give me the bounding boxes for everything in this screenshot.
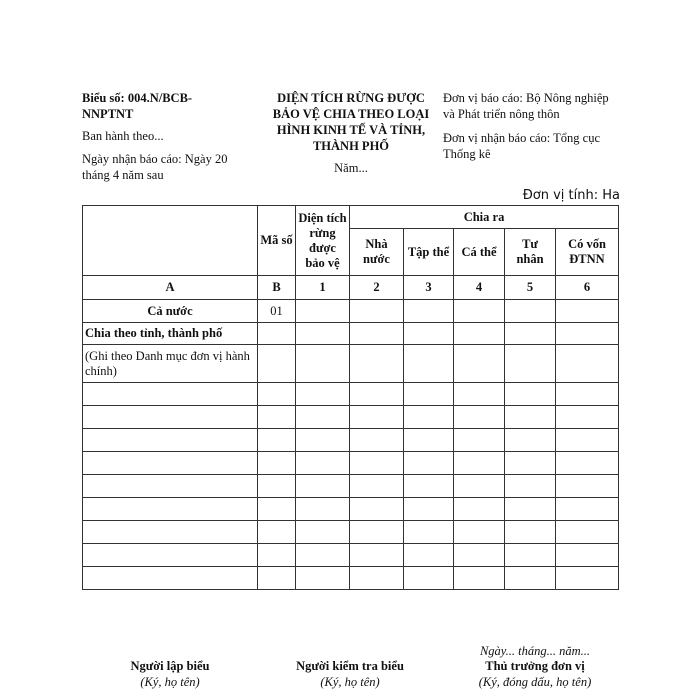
table-row: [83, 475, 619, 498]
receiving-unit: Đơn vị nhận báo cáo: Tổng cục Thống kê: [443, 131, 601, 161]
row-code: 01: [258, 300, 296, 323]
header-blank: [83, 206, 258, 276]
index-row: [83, 276, 619, 300]
checker-note: (Ký, họ tên): [320, 675, 380, 689]
col-header-collective: Tập thể: [404, 229, 454, 276]
col-header-fdi: Có vốn ĐTNN: [556, 229, 619, 276]
preparer-title: Người lập biểu: [130, 659, 210, 673]
index-cell: 5: [505, 276, 556, 300]
report-title: DIỆN TÍCH RỪNG ĐƯỢC BẢO VỆ CHIA THEO LOẠI HÌNH KINH TẾ VÀ TỈNH, THÀNH PHỐ: [272, 91, 430, 153]
index-cell: A: [83, 276, 258, 300]
table-row: [83, 567, 619, 590]
head-note: (Ký, đóng dấu, họ tên): [478, 675, 592, 689]
index-cell: 1: [296, 276, 350, 300]
row-label: Cả nước: [83, 300, 258, 323]
table-row: [83, 498, 619, 521]
table-row: [83, 383, 619, 406]
index-cell: 6: [556, 276, 619, 300]
table-row: [83, 544, 619, 567]
table-row: [83, 521, 619, 544]
row-label: Chia theo tỉnh, thành phố: [83, 323, 258, 345]
sign-date: Ngày... tháng... năm...: [479, 644, 591, 658]
report-year: Năm...: [334, 161, 368, 175]
table-row: [83, 429, 619, 452]
head-title: Thủ trưởng đơn vị: [485, 659, 585, 673]
col-header-state: Nhà nước: [350, 229, 404, 276]
col-header-group: Chia ra: [350, 206, 619, 229]
table-row: [83, 300, 619, 323]
col-header-private: Tư nhân: [505, 229, 556, 276]
checker-title: Người kiểm tra biểu: [296, 659, 404, 673]
unit-label: Đơn vị tính: Ha: [522, 188, 620, 203]
preparer-note: (Ký, họ tên): [140, 675, 200, 689]
table-row: [83, 452, 619, 475]
col-header-individual: Cá thể: [454, 229, 505, 276]
report-table: [82, 205, 619, 590]
receive-date: Ngày nhận báo cáo: Ngày 20 tháng 4 năm sau: [82, 152, 228, 182]
table-row: [83, 406, 619, 429]
col-header-area: Diện tích rừng được bảo vệ: [296, 206, 350, 276]
row-label: (Ghi theo Danh mục đơn vị hành chính): [83, 345, 258, 383]
index-cell: 2: [350, 276, 404, 300]
col-header-code: Mã số: [258, 206, 296, 276]
table-row: [83, 345, 619, 383]
form-code: Biểu số: 004.N/BCB-NNPTNT: [82, 91, 193, 121]
index-cell: B: [258, 276, 296, 300]
index-cell: 3: [404, 276, 454, 300]
table-row: [83, 323, 619, 345]
issued-by: Ban hành theo...: [82, 129, 164, 143]
index-cell: 4: [454, 276, 505, 300]
reporting-unit: Đơn vị báo cáo: Bộ Nông nghiệp và Phát triển nông thôn: [443, 91, 609, 121]
